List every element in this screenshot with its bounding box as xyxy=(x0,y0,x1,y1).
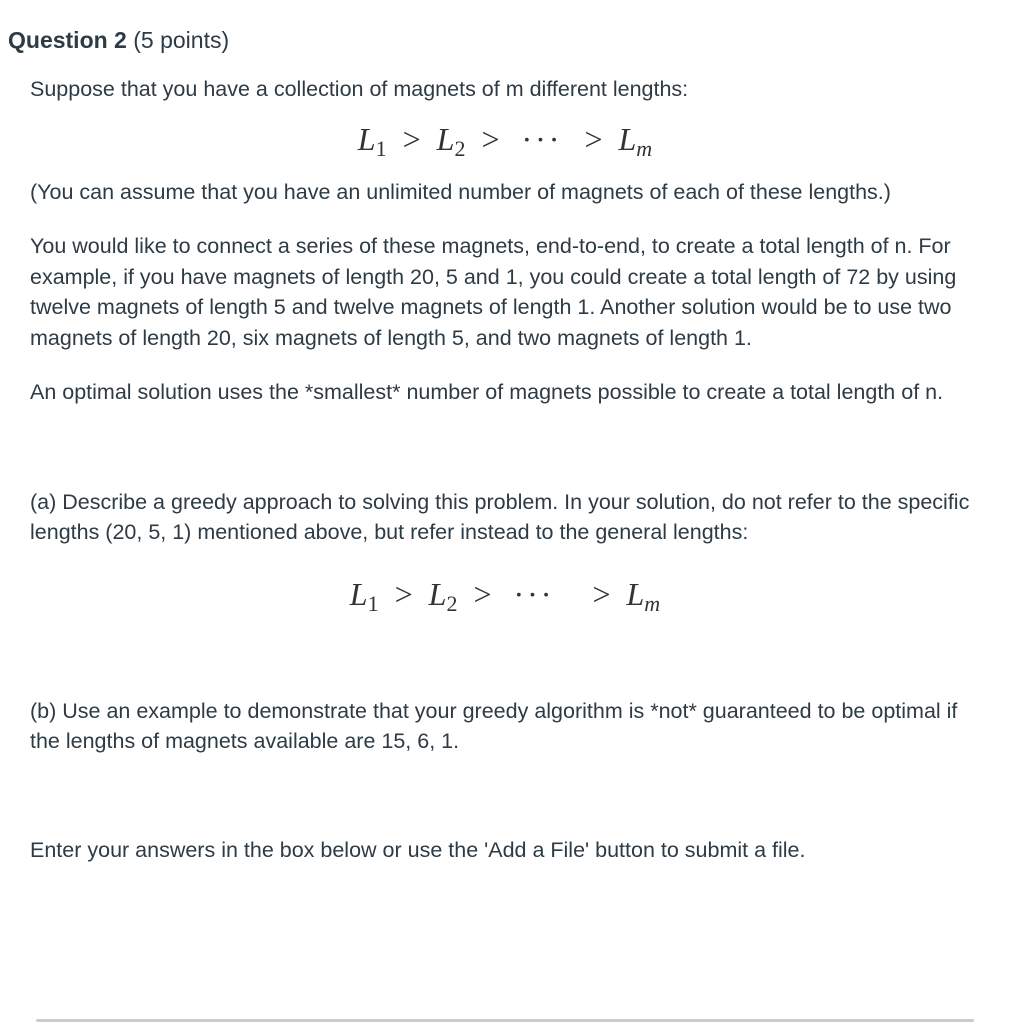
question-body xyxy=(30,74,980,865)
general-lengths-formula xyxy=(30,574,980,624)
length-ordering-formula xyxy=(30,119,980,169)
formula-operator: > xyxy=(481,120,500,157)
formula-operator: > xyxy=(394,575,413,612)
formula-var: L xyxy=(618,120,637,157)
formula-var: L xyxy=(626,575,645,612)
formula-sub: 1 xyxy=(375,135,387,161)
formula-sub: 2 xyxy=(454,135,466,161)
formula-ellipsis: ··· xyxy=(521,120,563,157)
formula-operator: > xyxy=(584,120,603,157)
description-paragraph: You would like to connect a series of these magnets, end-to-end, to create a total length of n. For example, if you have magnets of length 20, 5 and 1, you could create a total length of 72 by using twelve magnets of length 5 and twelve magnets of length 1. Another solution would be to use two magnets of length 20, six magnets of length 5, and two magnets of length 1. xyxy=(30,234,957,350)
formula-sub: 1 xyxy=(367,590,379,616)
formula-operator: > xyxy=(402,120,421,157)
optimal-paragraph: An optimal solution uses the *smallest* number of magnets possible to create a total length of n. xyxy=(30,380,944,404)
assumption-paragraph: (You can assume that you have an unlimited number of magnets of each of these lengths.) xyxy=(30,179,891,204)
formula-var: L xyxy=(436,120,455,157)
part-b-paragraph: (b) Use an example to demonstrate that your greedy algorithm is *not* guaranteed to be optimal if the lengths of magnets available are 15, 6, 1. xyxy=(30,698,958,753)
formula-operator: > xyxy=(592,575,611,612)
formula-sub: m xyxy=(636,135,653,161)
formula-operator: > xyxy=(473,575,492,612)
formula-sub: m xyxy=(644,590,661,616)
intro-paragraph: Suppose that you have a collection of magnets of m different lengths: xyxy=(30,77,689,101)
question-title: Question 2 xyxy=(8,27,127,53)
formula-var: L xyxy=(349,575,368,612)
formula-var: L xyxy=(357,120,376,157)
formula-sub: 2 xyxy=(446,590,458,616)
part-a-paragraph: (a) Describe a greedy approach to solving this problem. In your solution, do not refer to the specific lengths (20, 5, 1) mentioned above, but refer instead to the general lengths: xyxy=(30,489,970,544)
question-header xyxy=(8,25,229,55)
formula-var: L xyxy=(428,575,447,612)
answer-box-top-edge xyxy=(36,1019,974,1022)
formula-ellipsis: ··· xyxy=(513,575,555,612)
question-points: (5 points) xyxy=(133,27,230,53)
answer-instructions: Enter your answers in the box below or use the 'Add a File' button to submit a file. xyxy=(30,837,806,862)
